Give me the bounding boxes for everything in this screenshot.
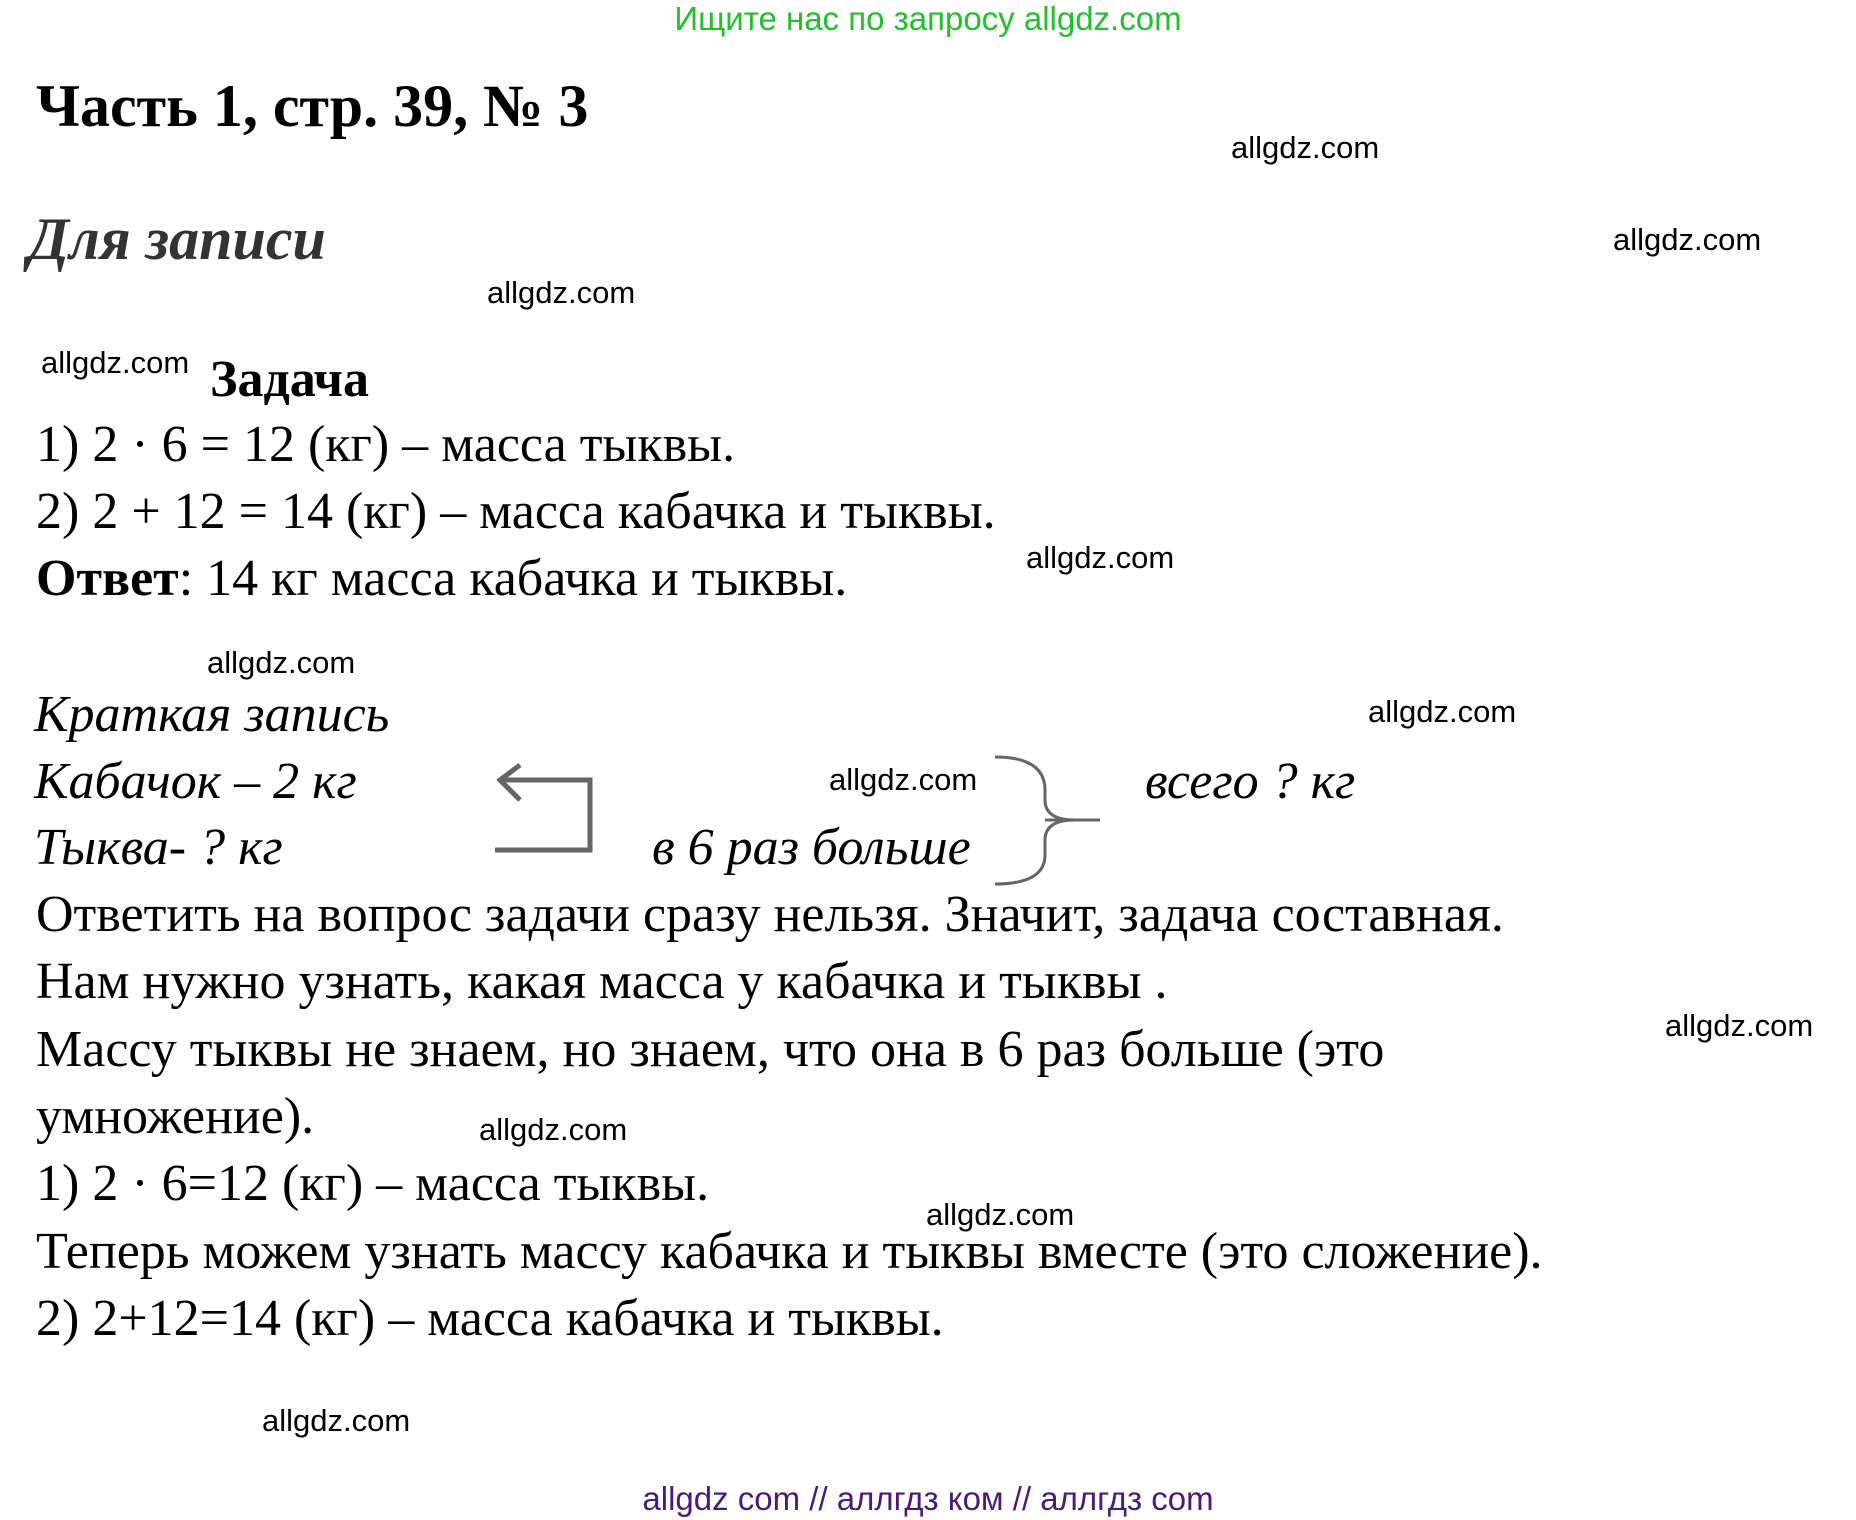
watermark: allgdz.com bbox=[207, 645, 356, 680]
watermark: allgdz.com bbox=[41, 345, 190, 380]
watermark: allgdz.com bbox=[1026, 540, 1175, 575]
arrow-icon bbox=[495, 765, 590, 850]
brace-icon bbox=[995, 757, 1100, 884]
page-title: Часть 1, стр. 39, № 3 bbox=[36, 73, 589, 139]
section-subtitle: Для записи bbox=[28, 206, 326, 272]
short-note-heading: Краткая запись bbox=[34, 686, 390, 743]
explanation-line-7: 2) 2+12=14 (кг) – масса кабачка и тыквы. bbox=[36, 1290, 944, 1347]
watermark: allgdz.com bbox=[1231, 130, 1380, 165]
explanation-line-1: Ответить на вопрос задачи сразу нельзя. Значит, задача составная. bbox=[36, 886, 1504, 943]
watermark: allgdz.com bbox=[487, 275, 636, 310]
explanation-line-6: Теперь можем узнать массу кабачка и тыквы вместе (это сложение). bbox=[36, 1223, 1543, 1280]
explanation-line-2: Нам нужно узнать, какая масса у кабачка и тыквы . bbox=[36, 953, 1168, 1010]
watermark: allgdz.com bbox=[829, 762, 978, 797]
solution-step-2: 2) 2 + 12 = 14 (кг) – масса кабачка и тыквы. bbox=[36, 483, 996, 540]
watermark: allgdz.com bbox=[1665, 1008, 1814, 1043]
short-note-row-pumpkin: Тыква- ? кг bbox=[34, 819, 283, 876]
watermark: allgdz.com bbox=[262, 1403, 411, 1438]
watermark: allgdz.com bbox=[479, 1112, 628, 1147]
short-note-relation: в 6 раз больше bbox=[652, 819, 971, 876]
bottom-banner[interactable]: allgdz com // аллгдз ком // аллгдз com bbox=[642, 1480, 1214, 1517]
task-heading: Задача bbox=[210, 351, 369, 408]
watermark: allgdz.com bbox=[1613, 222, 1762, 257]
watermark: allgdz.com bbox=[926, 1197, 1075, 1232]
answer-label: Ответ bbox=[36, 550, 179, 607]
answer-text: : 14 кг масса кабачка и тыквы. bbox=[178, 550, 848, 607]
explanation-line-4: умножение). bbox=[36, 1088, 315, 1145]
explanation-line-5: 1) 2 · 6=12 (кг) – масса тыквы. bbox=[36, 1155, 710, 1212]
top-banner[interactable]: Ищите нас по запросу allgdz.com bbox=[674, 0, 1182, 37]
watermark: allgdz.com bbox=[1368, 694, 1517, 729]
explanation-line-3: Массу тыквы не знаем, но знаем, что она в 6 раз больше (это bbox=[36, 1021, 1385, 1078]
short-note-total: всего ? кг bbox=[1145, 753, 1356, 810]
solution-step-1: 1) 2 · 6 = 12 (кг) – масса тыквы. bbox=[36, 416, 736, 473]
short-note-row-zucchini: Кабачок – 2 кг bbox=[34, 753, 357, 810]
